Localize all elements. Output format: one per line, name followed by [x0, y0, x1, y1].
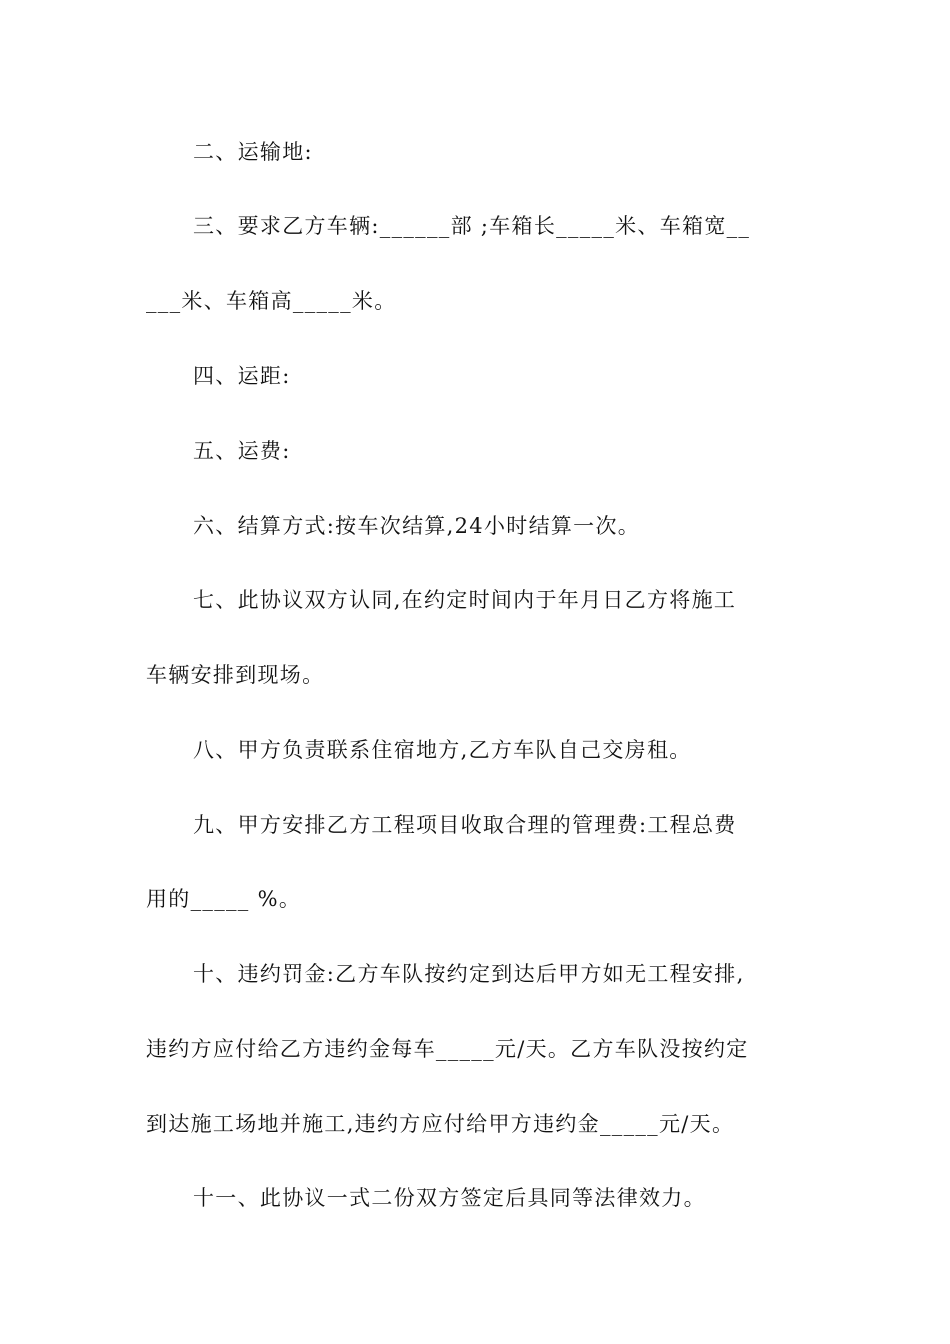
clause-8-accommodation: 八、甲方负责联系住宿地方,乙方车队自己交房租。 — [193, 738, 692, 762]
clause-2-loading-place: 二、运输地: — [193, 140, 313, 164]
clause-10-penalty-cont-1: 违约方应付给乙方违约金每车_____元/天。乙方车队没按约定 — [146, 1037, 749, 1061]
clause-11-copies: 十一、此协议一式二份双方签定后具同等法律效力。 — [193, 1186, 706, 1210]
clause-6-settlement: 六、结算方式:按车次结算,24小时结算一次。 — [193, 514, 641, 538]
clause-9-management-fee-cont: 用的_____ %。 — [146, 887, 302, 911]
clause-7-agreement: 七、此协议双方认同,在约定时间内于年月日乙方将施工 — [193, 588, 737, 612]
clause-3-vehicle-requirements: 三、要求乙方车辆:______部 ;车箱长_____米、车箱宽__ — [193, 214, 751, 238]
clause-9-management-fee: 九、甲方安排乙方工程项目收取合理的管理费:工程总费 — [193, 813, 737, 837]
clause-5-freight: 五、运费: — [193, 439, 291, 463]
clause-7-agreement-cont: 车辆安排到现场。 — [146, 663, 325, 687]
clause-3-vehicle-requirements-cont: ___米、车箱高_____米。 — [146, 289, 397, 313]
clause-10-penalty: 十、违约罚金:乙方车队按约定到达后甲方如无工程安排, — [193, 962, 745, 986]
clause-4-distance: 四、运距: — [193, 364, 291, 388]
clause-10-penalty-cont-2: 到达施工场地并施工,违约方应付给甲方违约金_____元/天。 — [146, 1112, 735, 1136]
